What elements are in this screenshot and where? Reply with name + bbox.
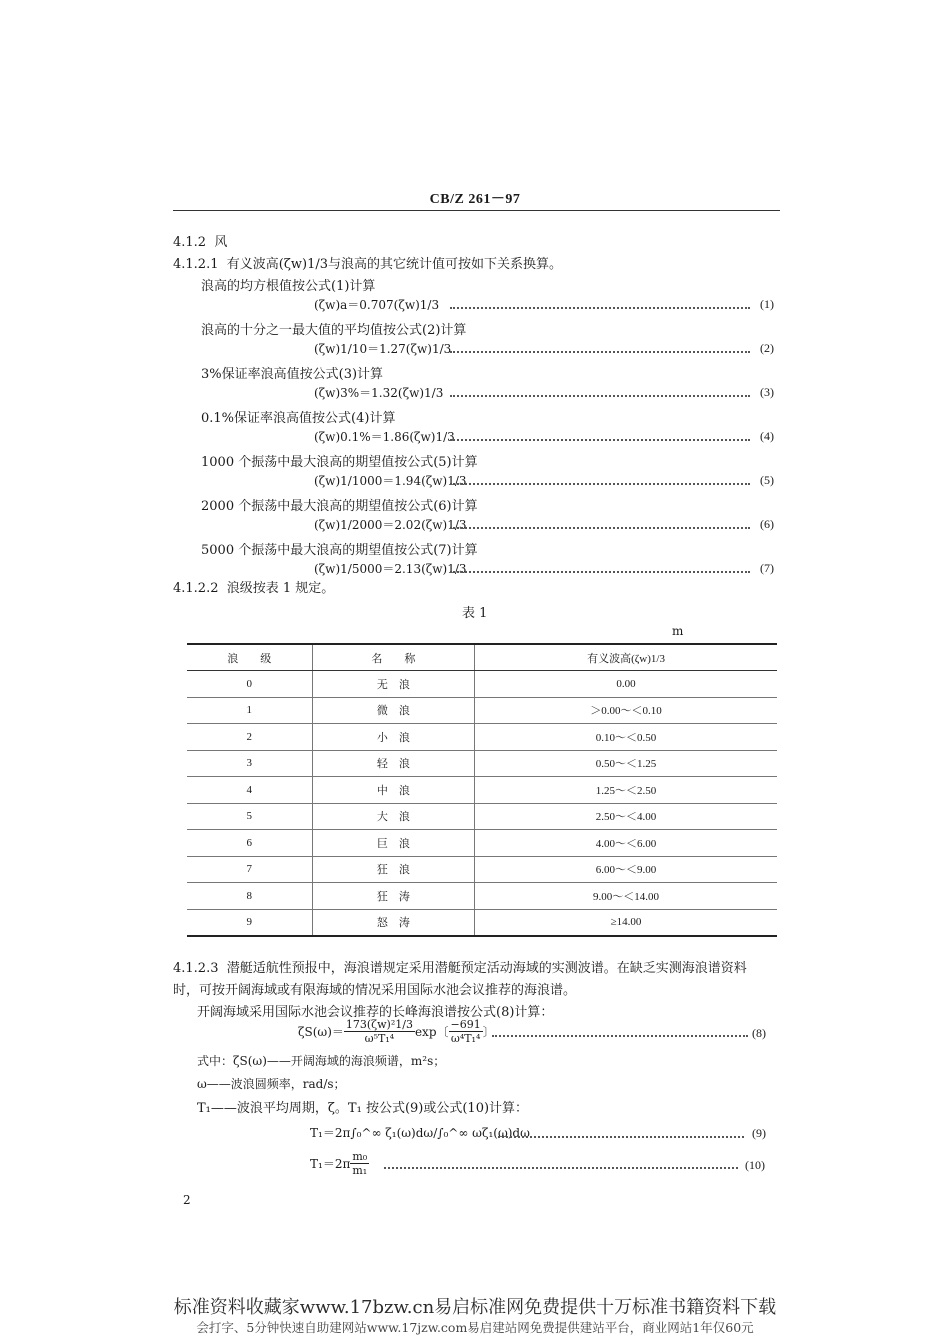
formula-leader-dots [450,395,750,397]
table-row [187,856,777,883]
formula-leader-dots [450,351,750,353]
cell-height: 0.50～＜1.25 [475,750,777,777]
cell-name: 狂 浪 [312,856,474,883]
formula-number: (5) [760,473,774,487]
header-rule [173,210,780,211]
formula-leader-dots [450,483,750,485]
table-row [187,671,777,698]
eq8-denominator-2: ω⁴T₁⁴ [450,1032,481,1045]
table-header-row [187,644,777,671]
page-number: 2 [183,1193,191,1207]
cell-grade: 3 [187,750,312,777]
eq10-lhs: T₁＝2π [310,1157,351,1171]
where-line-1: 式中：ζS(ω)——开阔海域的海浪频谱，m²s； [197,1054,446,1068]
cell-name: 中 浪 [312,777,474,804]
cell-name: 小 浪 [312,724,474,751]
col-header-grade: 浪 级 [187,644,312,671]
wave-grade-table [187,643,777,937]
section-4-1-2-1 [173,253,562,272]
section-text: 浪级按表 1 规定。 [226,581,335,596]
where-line-2: ω——波浪圆频率，rad/s； [197,1077,346,1091]
section-4-1-2 [173,231,227,250]
formula-number: (1) [760,297,774,311]
cell-name: 大 浪 [312,803,474,830]
formula-leader-dots [450,527,750,529]
cell-height: ＞0.00～＜0.10 [475,697,777,724]
formula-leader-dots [450,307,750,309]
section-text-line3: 开阔海域采用国际水池会议推荐的长峰海浪谱按公式(8)计算： [197,1005,554,1020]
eq9-number: (9) [752,1126,766,1140]
formula-expression: (ζw)1/2000＝2.02(ζw)1/3 [314,518,467,532]
cell-height: 4.00～＜6.00 [475,830,777,857]
equation-9: T₁＝2π∫₀^∞ ζ₁(ω)dω/∫₀^∞ ωζ₁(ω)dω [310,1126,530,1140]
equation-8 [298,1018,495,1045]
eq10-numerator: m₀ [352,1150,368,1163]
formula-description: 浪高的均方根值按公式(1)计算 [201,279,376,294]
table-row [187,697,777,724]
cell-height: 0.00 [475,671,777,698]
col-header-height: 有义波高(ζw)1/3 [475,644,777,671]
eq9-leader-dots [498,1136,744,1138]
section-number: 4.1.2 [173,235,207,250]
cell-grade: 2 [187,724,312,751]
cell-name: 狂 涛 [312,883,474,910]
formula-description: 2000 个振荡中最大浪高的期望值按公式(6)计算 [201,499,478,514]
formula-number: (2) [760,341,774,355]
table-row [187,724,777,751]
formula-number: (6) [760,517,774,531]
eq10-leader-dots [384,1167,738,1169]
standard-code-header: CB/Z 261－97 [429,192,521,207]
formula-description: 0.1%保证率浪高值按公式(4)计算 [201,411,396,426]
cell-grade: 0 [187,671,312,698]
table-row [187,777,777,804]
formula-expression: (ζw)1/10＝1.27(ζw)1/3 [314,342,452,356]
cell-grade: 4 [187,777,312,804]
section-4-1-2-3 [173,957,747,976]
eq10-number: (10) [745,1158,765,1172]
footer-line-2: 会打字、5分钟快速自助建网站www.17jzw.com易启建站网免费提供建站平台，商业网站1年仅60元 [196,1320,754,1335]
section-text: 有义波高(ζw)1/3与浪高的其它统计值可按如下关系换算。 [226,257,562,272]
cell-height: ≥14.00 [475,909,777,936]
formula-expression: (ζw)1/5000＝2.13(ζw)1/3 [314,562,467,576]
formula-leader-dots [450,439,750,441]
formula-description: 1000 个振荡中最大浪高的期望值按公式(5)计算 [201,455,478,470]
section-text-line2: 时，可按开阔海域或有限海域的情况采用国际水池会议推荐的海浪谱。 [173,983,577,998]
cell-grade: 8 [187,883,312,910]
footer-line-1: 标准资料收藏家www.17bzw.cn易启标准网免费提供十万标准书籍资料下载 [173,1297,777,1318]
eq8-fraction-1 [344,1018,415,1045]
eq8-end: 〕 [482,1025,495,1039]
eq10-denominator: m₁ [352,1164,368,1177]
table-unit: m [672,624,684,638]
section-4-1-2-2 [173,577,334,596]
formula-leader-dots [450,571,750,573]
eq8-leader-dots [492,1035,748,1037]
cell-name: 怒 涛 [312,909,474,936]
table-row [187,883,777,910]
cell-height: 9.00～＜14.00 [475,883,777,910]
cell-height: 6.00～＜9.00 [475,856,777,883]
cell-height: 0.10～＜0.50 [475,724,777,751]
eq8-numerator-1: 173(ζw)²1/3 [345,1018,413,1031]
cell-grade: 5 [187,803,312,830]
cell-grade: 7 [187,856,312,883]
table-row [187,909,777,936]
col-header-name: 名 称 [312,644,474,671]
cell-grade: 1 [187,697,312,724]
formula-number: (4) [760,429,774,443]
section-number: 4.1.2.2 [173,581,219,596]
eq8-exp: exp〔 [414,1025,449,1039]
eq8-number: (8) [752,1026,766,1040]
cell-height: 2.50～＜4.00 [475,803,777,830]
eq8-lhs: ζS(ω)＝ [298,1025,344,1039]
cell-name: 无 浪 [312,671,474,698]
eq8-denominator-1: ω⁵T₁⁴ [364,1032,395,1045]
formula-expression: (ζw)0.1%＝1.86(ζw)1/3 [314,430,455,444]
formula-description: 3%保证率浪高值按公式(3)计算 [201,367,384,382]
section-title: 风 [214,235,228,250]
section-text-line1: 潜艇适航性预报中，海浪谱规定采用潜艇预定活动海域的实测波谱。在缺乏实测海浪谱资料 [226,961,747,976]
table-row [187,830,777,857]
formula-description: 浪高的十分之一最大值的平均值按公式(2)计算 [201,323,467,338]
cell-name: 轻 浪 [312,750,474,777]
formula-expression: (ζw)a＝0.707(ζw)1/3 [314,298,440,312]
formula-expression: (ζw)1/1000＝1.94(ζw)1/3 [314,474,467,488]
cell-grade: 6 [187,830,312,857]
table-row [187,803,777,830]
cell-name: 巨 浪 [312,830,474,857]
formula-number: (7) [760,561,774,575]
table-caption: 表 1 [462,606,488,621]
cell-name: 微 浪 [312,697,474,724]
where-line-3: T₁——波浪平均周期，ζ。T₁ 按公式(9)或公式(10)计算： [197,1101,529,1116]
cell-grade: 9 [187,909,312,936]
section-number: 4.1.2.1 [173,257,219,272]
cell-height: 1.25～＜2.50 [475,777,777,804]
section-number: 4.1.2.3 [173,961,219,976]
formula-number: (3) [760,385,774,399]
table-row [187,750,777,777]
formula-expression: (ζw)3%＝1.32(ζw)1/3 [314,386,444,400]
eq10-fraction [350,1150,369,1177]
eq8-fraction-2 [449,1018,483,1045]
formula-description: 5000 个振荡中最大浪高的期望值按公式(7)计算 [201,543,478,558]
eq8-numerator-2: −691 [450,1018,481,1031]
equation-10 [310,1150,369,1177]
